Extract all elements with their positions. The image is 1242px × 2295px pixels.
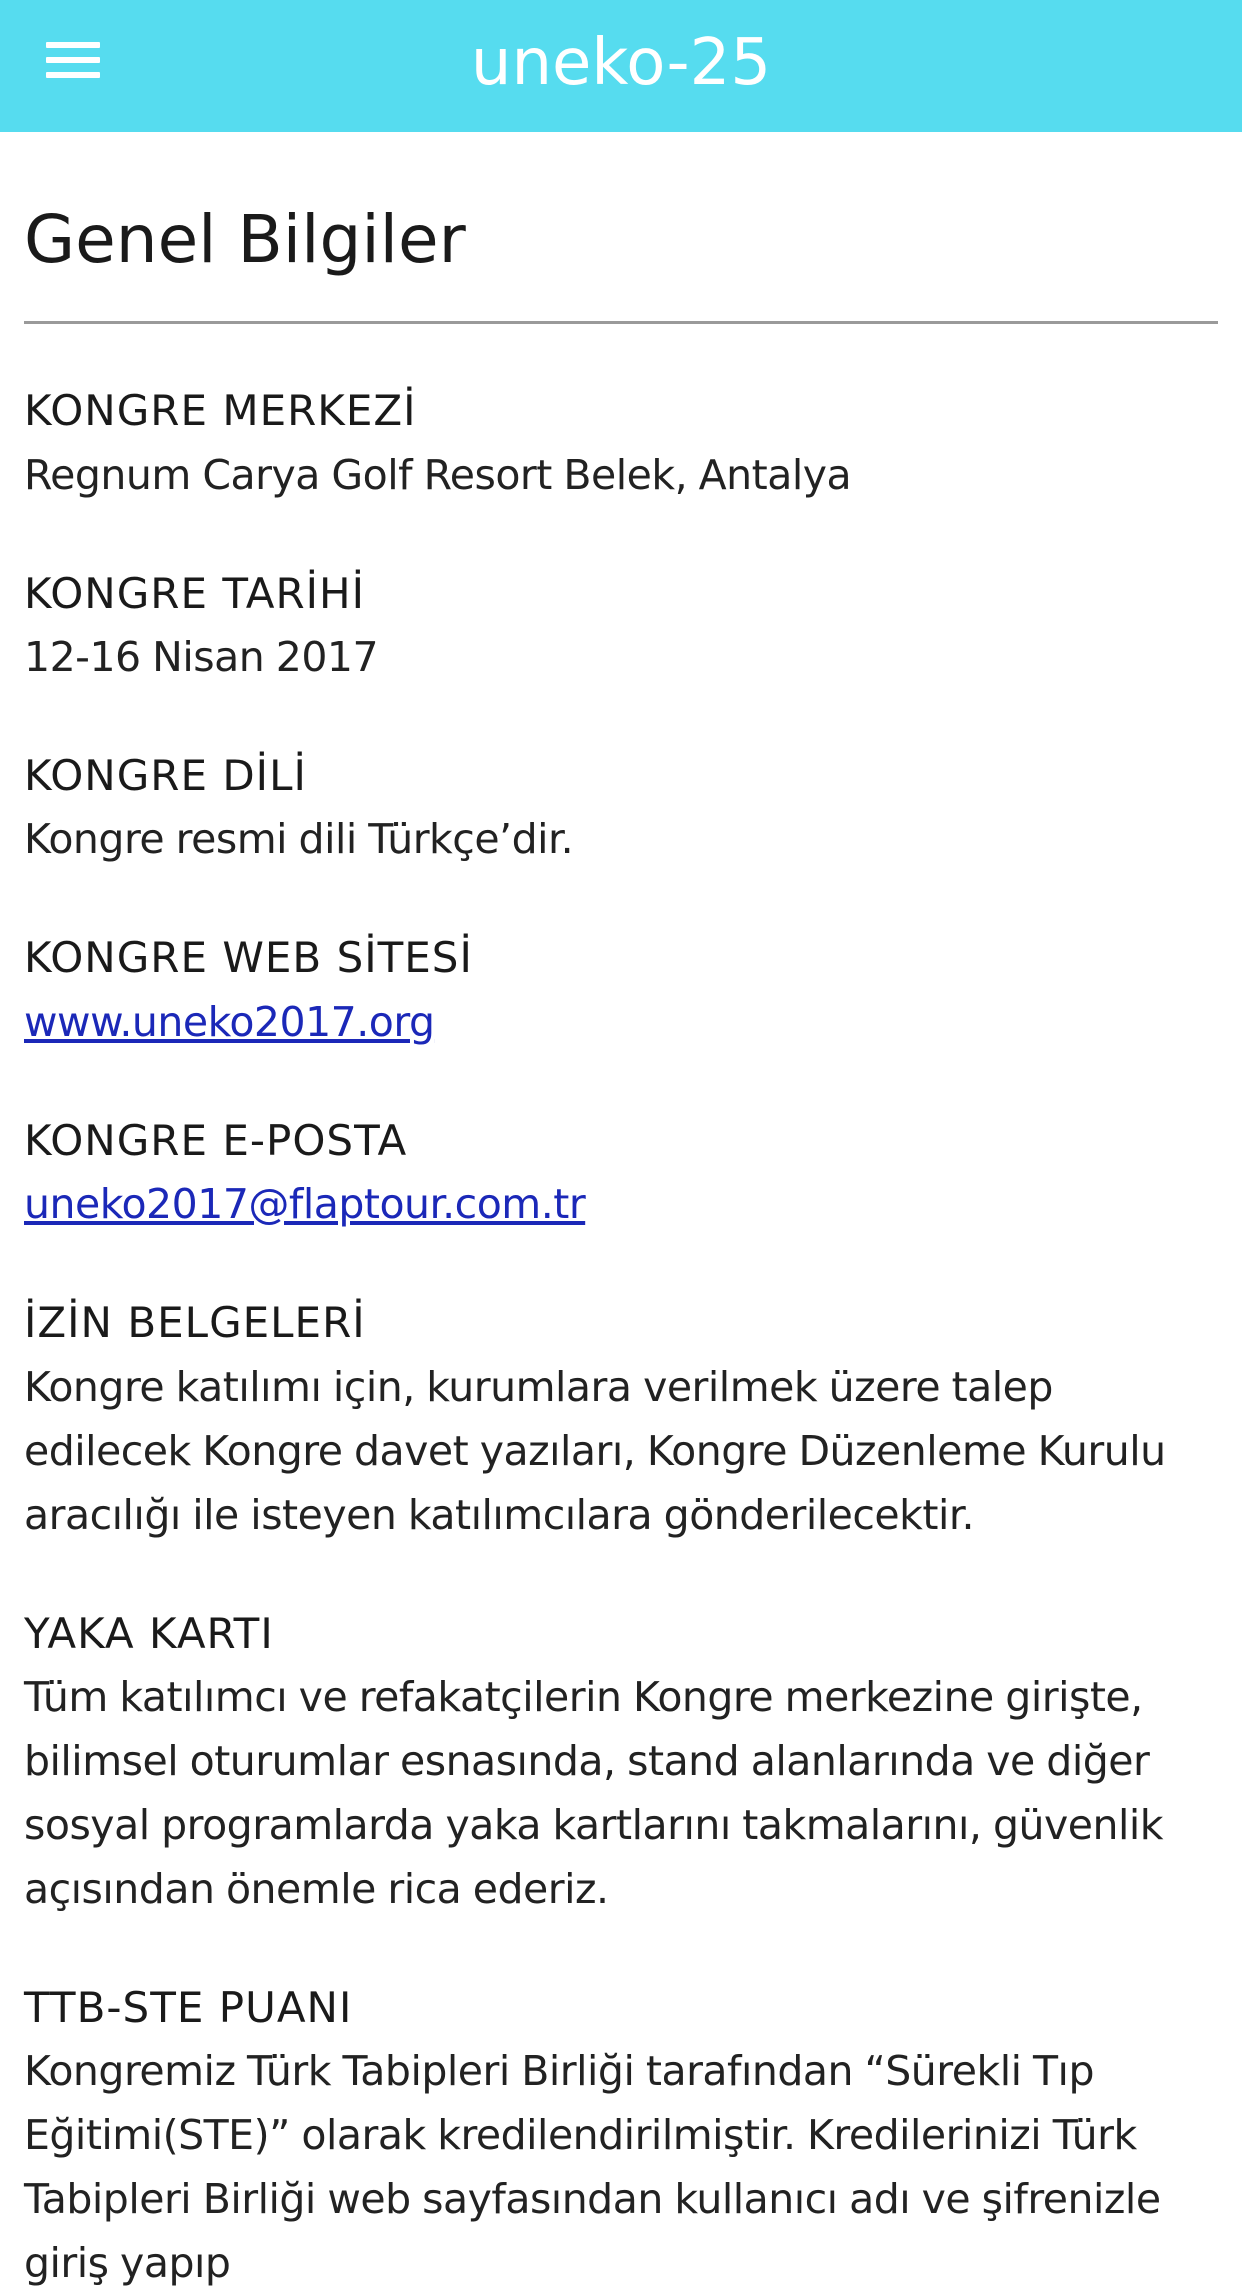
website-link-row	[24, 990, 1218, 1054]
section-heading: KONGRE TARİHİ	[24, 568, 366, 618]
section-body: Tüm katılımcı ve refakatçilerin Kongre merkezine girişte, bilimsel oturumlar esnasında, stand alanlarında ve diğer sosyal programlarda yaka kartlarını takmalarını, güvenlik açısından önemle rica ederiz.	[24, 1672, 1164, 1913]
website-link[interactable]: www.uneko2017.org	[24, 997, 435, 1046]
app-title: uneko-25	[470, 26, 772, 100]
section-kongre-e-posta	[24, 1116, 1218, 1236]
page-title: Genel Bilgiler	[24, 201, 466, 278]
section-heading: TTB-STE PUANI	[24, 1982, 353, 2032]
section-heading: KONGRE DİLİ	[24, 750, 307, 800]
section-body: 12-16 Nisan 2017	[24, 632, 379, 681]
email-link-row	[24, 1172, 1218, 1236]
section-izin-belgeleri	[24, 1298, 1218, 1546]
section-heading: YAKA KARTI	[24, 1608, 274, 1658]
title-divider	[24, 321, 1218, 324]
section-body: Kongremiz Türk Tabipleri Birliği tarafından “Sürekli Tıp Eğitimi(STE)” olarak kredilendirilmiştir. Kredilerinizi Türk Tabipleri Birliği web sayfasından kullanıcı adı ve şifrenizle giriş yapıp	[24, 2047, 1161, 2288]
section-body: Regnum Carya Golf Resort Belek, Antalya	[24, 450, 852, 499]
section-kongre-web-sitesi	[24, 933, 1218, 1053]
section-body: Kongre katılımı için, kurumlara verilmek üzere talep edilecek Kongre davet yazıları, Kongre Düzenleme Kurulu aracılığı ile isteyen katılımcılara gönderilecektir.	[24, 1362, 1166, 1539]
section-kongre-merkezi	[24, 386, 1218, 506]
section-heading: KONGRE MERKEZİ	[24, 386, 417, 436]
section-body: Kongre resmi dili Türkçe’dir.	[24, 815, 574, 864]
section-heading: KONGRE WEB SİTESİ	[24, 933, 473, 983]
section-kongre-tarihi	[24, 569, 1218, 689]
section-heading: İZİN BELGELERİ	[24, 1298, 366, 1348]
section-ttb-ste-puani	[24, 1983, 1218, 2295]
main-content	[24, 132, 1218, 2295]
section-heading: KONGRE E-POSTA	[24, 1115, 408, 1165]
app-bar	[0, 0, 1242, 132]
email-link[interactable]: uneko2017@flaptour.com.tr	[24, 1180, 586, 1229]
section-yaka-karti	[24, 1609, 1218, 1921]
section-kongre-dili	[24, 751, 1218, 871]
